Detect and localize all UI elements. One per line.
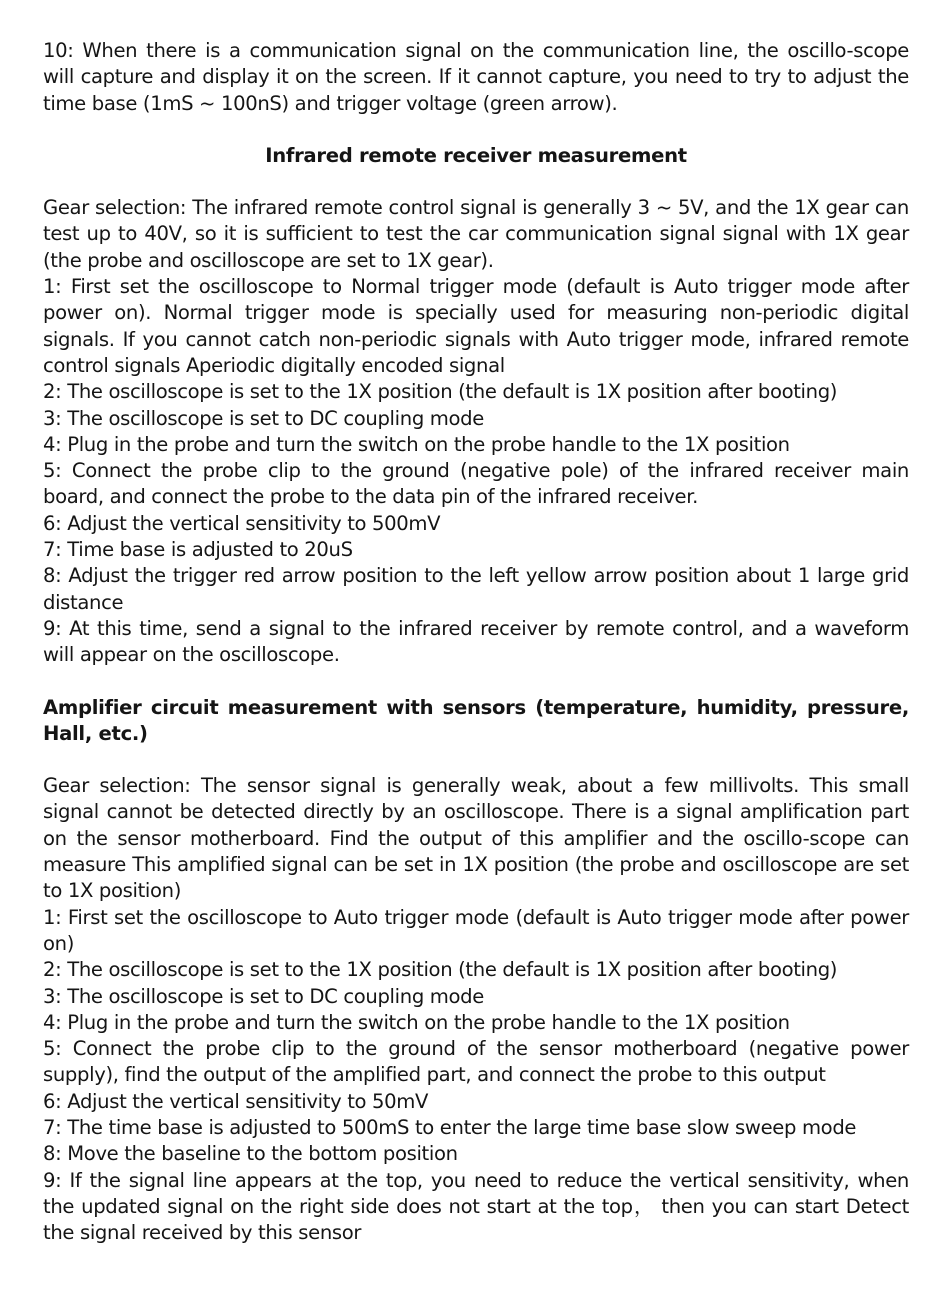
spacer bbox=[43, 169, 909, 195]
list-item: 8: Move the baseline to the bottom position bbox=[43, 1142, 458, 1166]
spacer bbox=[43, 747, 909, 773]
list-item: 3: The oscilloscope is set to DC coupling mode bbox=[43, 984, 484, 1008]
list-item: 1: First set the oscilloscope to Auto trigger mode (default is Auto trigger mode after power on) bbox=[43, 905, 909, 955]
infrared-steps-list bbox=[43, 274, 909, 668]
list-item: 9: At this time, send a signal to the infrared receiver by remote control, and a waveform will appear on the oscilloscope. bbox=[43, 616, 909, 667]
amplifier-steps-list bbox=[43, 905, 909, 1247]
list-item: 2: The oscilloscope is set to the 1X position (the default is 1X position after booting) bbox=[43, 958, 838, 982]
document-page bbox=[43, 38, 909, 1246]
list-item: 5: Connect the probe clip to the ground of the sensor motherboard (negative power supply), find the output of the amplified part, and connect the probe to this output bbox=[43, 1037, 909, 1087]
spacer bbox=[43, 669, 909, 695]
list-item: 9: If the signal line appears at the top, you need to reduce the vertical sensitivity, when the updated signal on the right side does not start at the top， then you can start Detect the signal received by this sensor bbox=[43, 1168, 909, 1245]
intro-paragraph: 10: When there is a communication signal on the communication line, the oscillo-scope will capture and display it on the screen. If it cannot capture, you need to try to adjust the time base (1mS ~ 100nS) and trigger voltage (green arrow). bbox=[43, 39, 909, 115]
amplifier-gear-selection: Gear selection: The sensor signal is generally weak, about a few millivolts. This small signal cannot be detected directly by an oscilloscope. There is a signal amplification part on the sensor motherboard. Find the output of this amplifier and the oscillo-scope can measure This amplified signal can be set in 1X position (the probe and oscilloscope are set to 1X position) bbox=[43, 774, 909, 903]
list-item: 7: Time base is adjusted to 20uS bbox=[43, 538, 353, 562]
list-item: 2: The oscilloscope is set to the 1X position (the default is 1X position after booting) bbox=[43, 380, 838, 404]
list-item: 3: The oscilloscope is set to DC coupling mode bbox=[43, 406, 484, 430]
infrared-section-title: Infrared remote receiver measurement bbox=[265, 143, 687, 167]
list-item: 8: Adjust the trigger red arrow position to the left yellow arrow position about 1 large grid distance bbox=[43, 564, 909, 614]
list-item: 6: Adjust the vertical sensitivity to 500mV bbox=[43, 511, 441, 535]
list-item: 6: Adjust the vertical sensitivity to 50mV bbox=[43, 1089, 429, 1113]
infrared-gear-selection: Gear selection: The infrared remote control signal is generally 3 ~ 5V, and the 1X gear can test up to 40V, so it is sufficient to test the car communication signal signal with 1X gear (the probe and oscilloscope are set to 1X gear). bbox=[43, 196, 909, 272]
list-item: 5: Connect the probe clip to the ground (negative pole) of the infrared receiver main board, and connect the probe to the data pin of the infrared receiver. bbox=[43, 459, 909, 509]
list-item: 1: First set the oscilloscope to Normal trigger mode (default is Auto trigger mode after power on). Normal trigger mode is specially used for measuring non-periodic digital signals. If you cannot catch non-periodic signals with Auto trigger mode, infrared remote control signals Aperiodic digitally encoded signal bbox=[43, 275, 909, 377]
spacer bbox=[43, 117, 909, 143]
list-item: 7: The time base is adjusted to 500mS to enter the large time base slow sweep mode bbox=[43, 1115, 857, 1139]
list-item: 4: Plug in the probe and turn the switch on the probe handle to the 1X position bbox=[43, 432, 790, 456]
amplifier-section-title: Amplifier circuit measurement with sensors (temperature, humidity, pressure, Hall, etc.) bbox=[43, 695, 909, 745]
list-item: 4: Plug in the probe and turn the switch on the probe handle to the 1X position bbox=[43, 1010, 790, 1034]
